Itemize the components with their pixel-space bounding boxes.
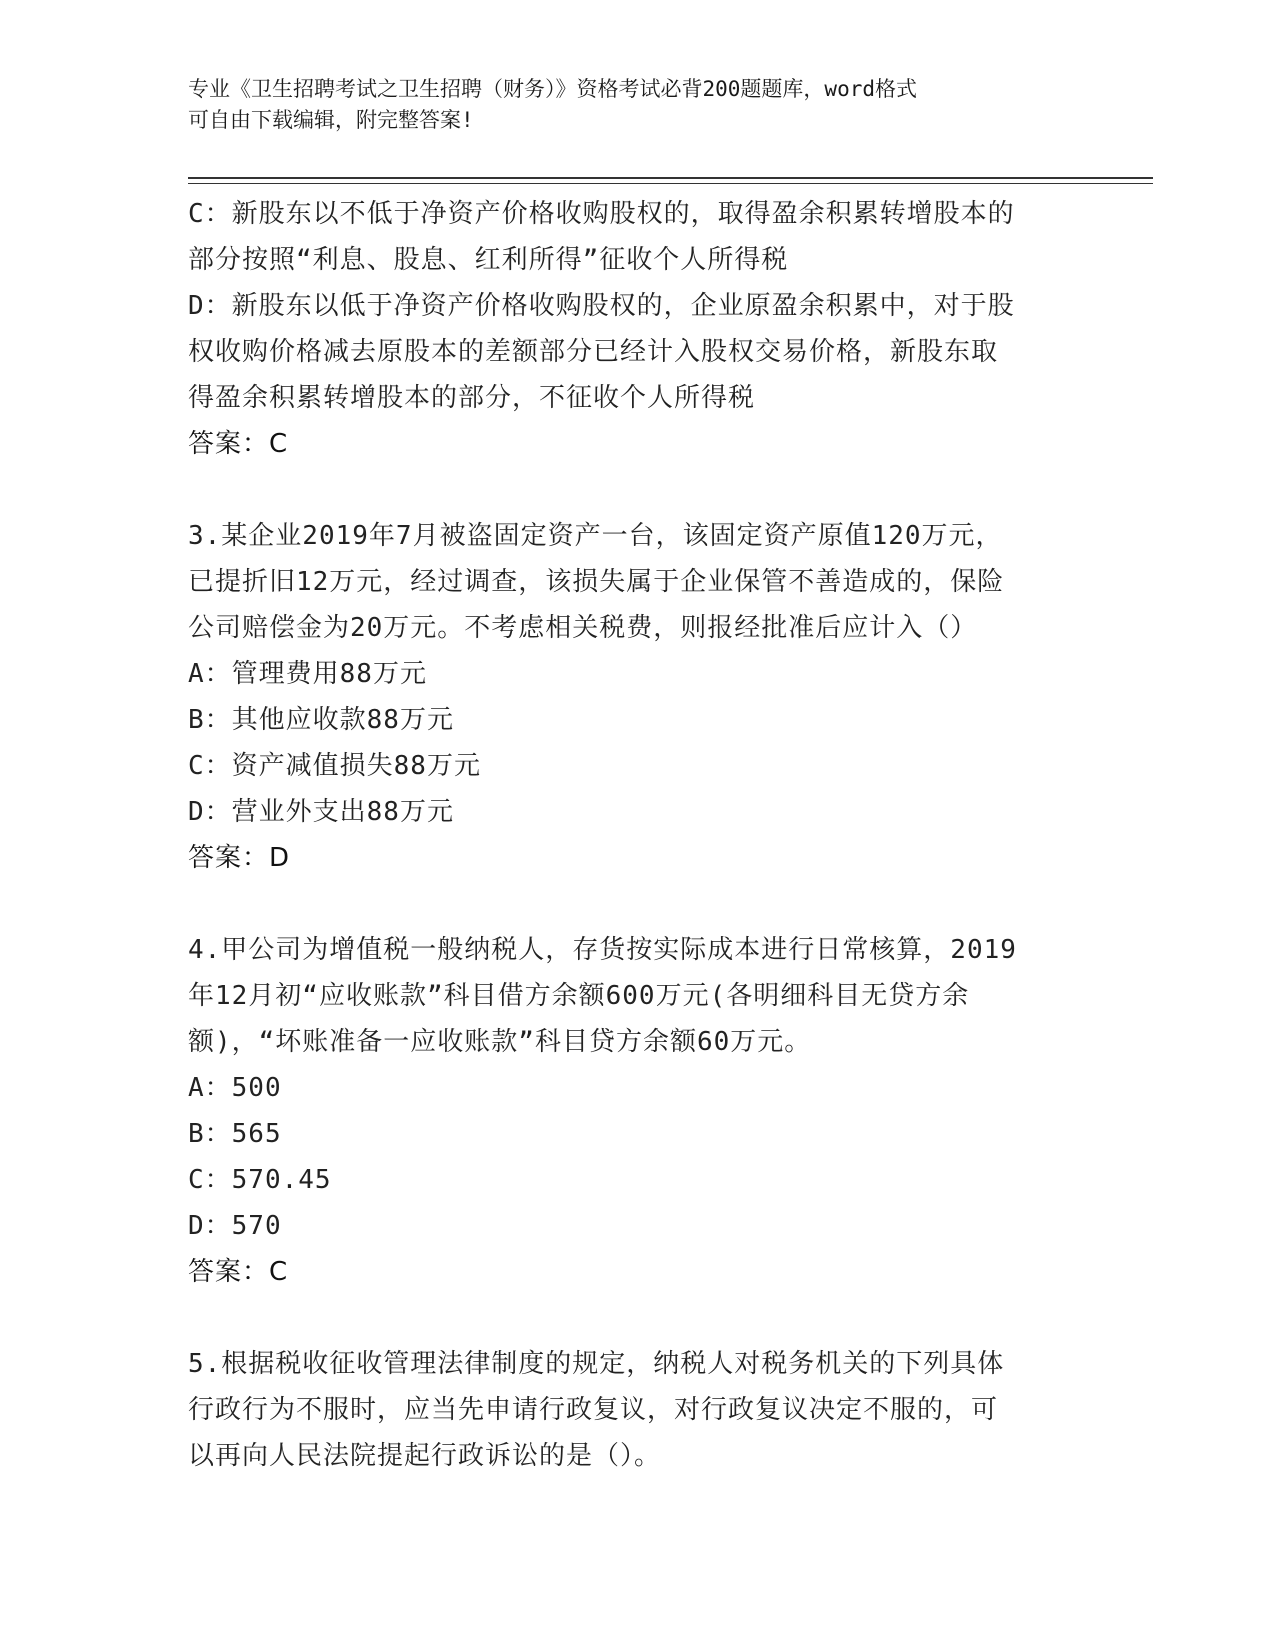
- question-4: [188, 927, 1078, 1295]
- question-text-line-2: 年12月初“应收账款”科目借方余额600万元(各明细科目无贷方余: [188, 981, 970, 1011]
- question-5: [188, 1341, 1078, 1479]
- question-2-tail: [188, 191, 1078, 467]
- question-text-line-2: 已提折旧12万元，经过调查，该损失属于企业保管不善造成的，保险: [188, 567, 1005, 597]
- header-divider-thick: [188, 177, 1153, 179]
- option-a: A：500: [188, 1073, 282, 1103]
- spacer: [188, 1295, 1078, 1341]
- option-a: A：管理费用88万元: [188, 659, 427, 689]
- header-line-2: 可自由下载编辑，附完整答案!: [188, 108, 474, 132]
- answer-label: 答案：C: [188, 429, 289, 459]
- document-body: [188, 191, 1078, 1479]
- option-d-line-3: 得盈余积累转增股本的部分，不征收个人所得税: [188, 383, 756, 413]
- document-header: [188, 74, 1088, 136]
- question-text-line-3: 以再向人民法院提起行政诉讼的是（）。: [188, 1441, 662, 1471]
- spacer: [188, 467, 1078, 513]
- header-divider-thin: [188, 183, 1153, 184]
- header-line-1: 专业《卫生招聘考试之卫生招聘（财务）》资格考试必背200题题库，word格式: [188, 77, 917, 101]
- answer-label: 答案：D: [188, 843, 291, 873]
- option-c: C：570.45: [188, 1165, 332, 1195]
- option-c-line-2: 部分按照“利息、股息、红利所得”征收个人所得税: [188, 245, 789, 275]
- question-3: [188, 513, 1078, 881]
- option-d-line-2: 权收购价格减去原股本的差额部分已经计入股权交易价格，新股东取: [188, 337, 999, 367]
- question-text-line-3: 公司赔偿金为20万元。不考虑相关税费，则报经批准后应计入（）: [188, 613, 978, 643]
- question-text-line-3: 额)，“坏账准备一应收账款”科目贷方余额60万元。: [188, 1027, 812, 1057]
- spacer: [188, 881, 1078, 927]
- option-d-line-1: D：新股东以低于净资产价格收购股权的，企业原盈余积累中，对于股: [188, 291, 1015, 321]
- question-text-line-1: 5.根据税收征收管理法律制度的规定，纳税人对税务机关的下列具体: [188, 1349, 1005, 1379]
- option-b: B：565: [188, 1119, 282, 1149]
- option-d: D：营业外支出88万元: [188, 797, 454, 827]
- question-text-line-1: 4.甲公司为增值税一般纳税人，存货按实际成本进行日常核算，2019: [188, 935, 1017, 965]
- answer-label: 答案：C: [188, 1257, 289, 1287]
- option-b: B：其他应收款88万元: [188, 705, 454, 735]
- question-text-line-2: 行政行为不服时，应当先申请行政复议，对行政复议决定不服的，可: [188, 1395, 999, 1425]
- question-text-line-1: 3.某企业2019年7月被盗固定资产一台，该固定资产原值120万元，: [188, 521, 1003, 551]
- option-d: D：570: [188, 1211, 282, 1241]
- option-c-line-1: C：新股东以不低于净资产价格收购股权的，取得盈余积累转增股本的: [188, 199, 1015, 229]
- option-c: C：资产减值损失88万元: [188, 751, 481, 781]
